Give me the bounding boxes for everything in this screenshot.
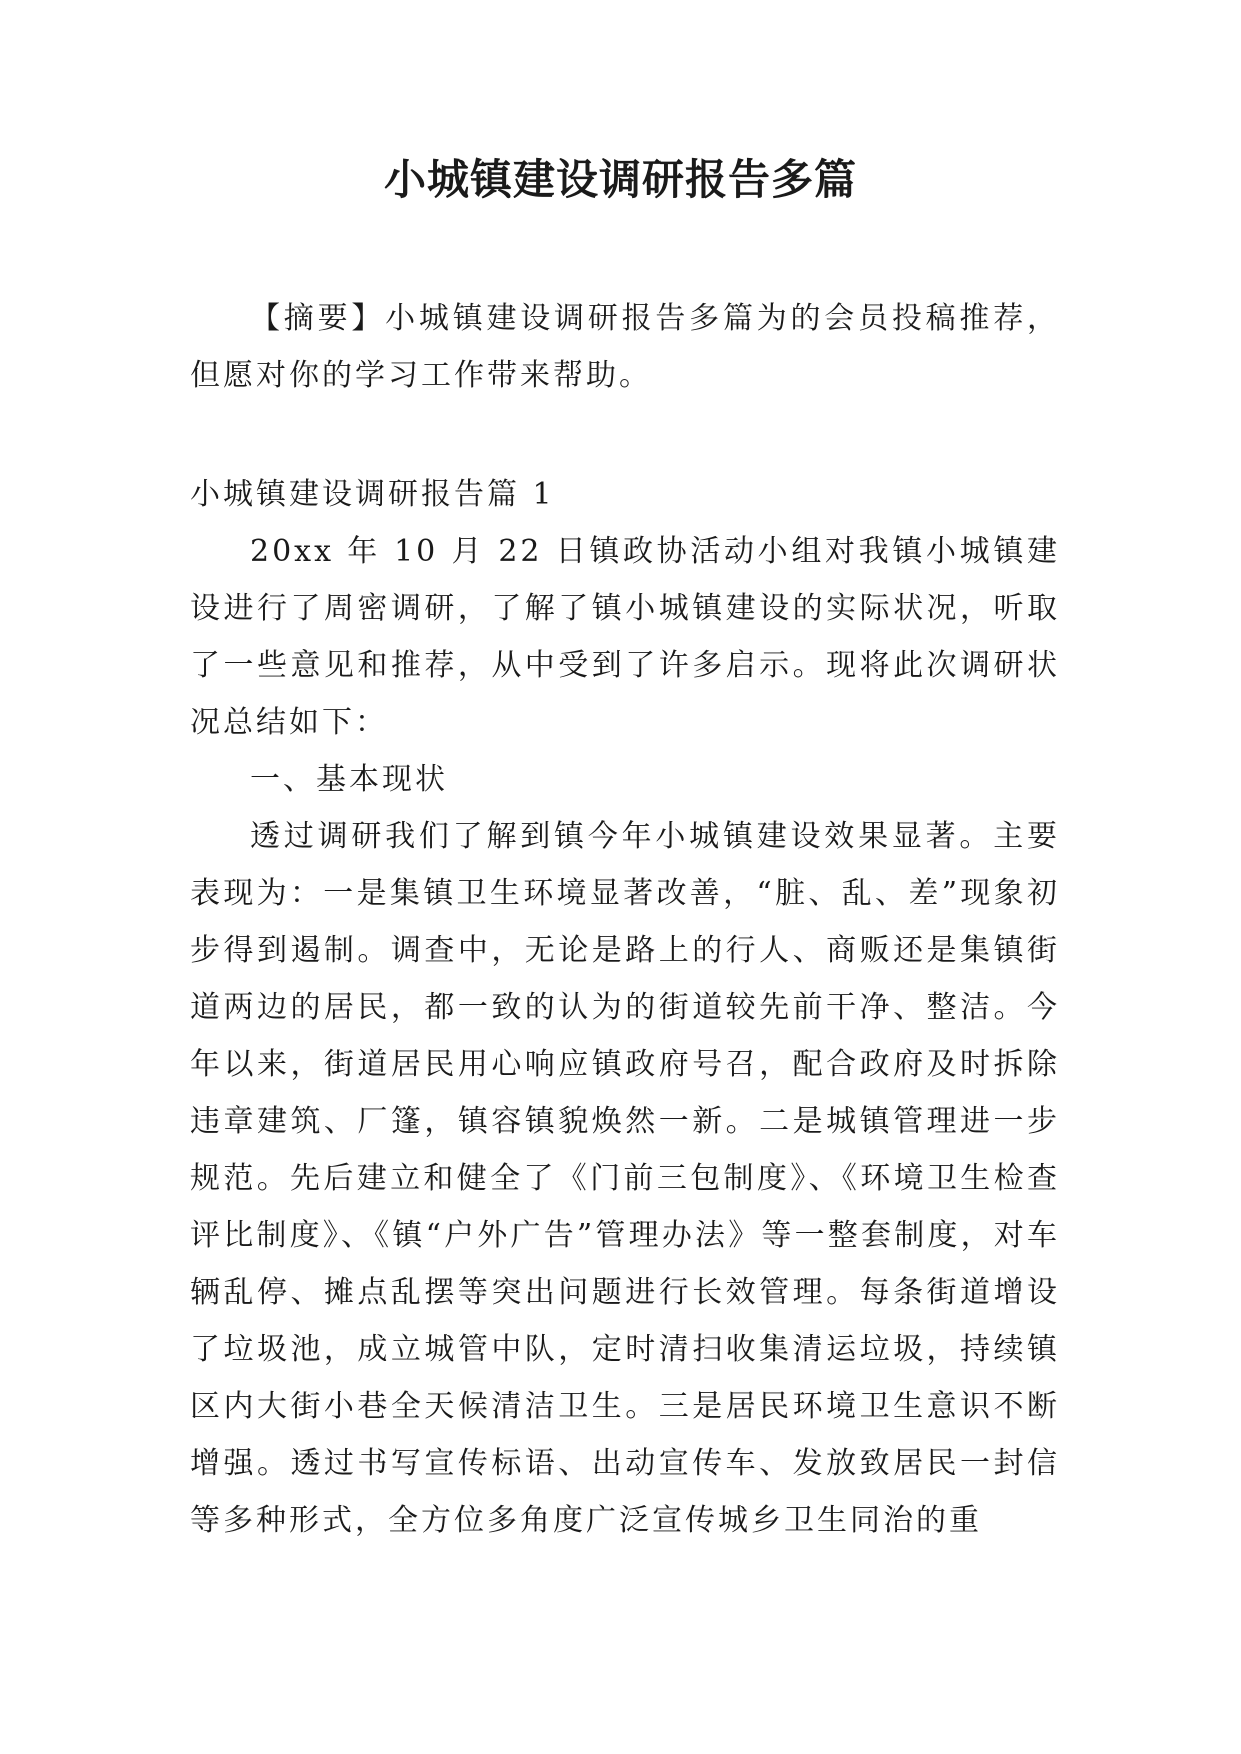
section-heading: 小城镇建设调研报告篇 1 <box>190 477 555 512</box>
report-body <box>190 466 1060 1549</box>
subheading-basic-status: 一、基本现状 <box>250 762 448 797</box>
abstract-block <box>190 290 1060 404</box>
abstract-paragraph: 【摘要】小城镇建设调研报告多篇为的会员投稿推荐，但愿对你的学习工作带来帮助。 <box>190 301 1060 393</box>
body-paragraph-status: 透过调研我们了解到镇今年小城镇建设效果显著。主要表现为：一是集镇卫生环境显著改善，“脏、乱、差”现象初步得到遏制。调查中，无论是路上的行人、商贩还是集镇街道两边的居民，都一致的认为的街道较先前干净、整洁。今年以来，街道居民用心响应镇政府号召，配合政府及时拆除违章建筑、厂篷，镇容镇貌焕然一新。二是城镇管理进一步规范。先后建立和健全了《门前三包制度》、《环境卫生检查评比制度》、《镇“户外广告”管理办法》等一整套制度，对车辆乱停、摊点乱摆等突出问题进行长效管理。每条街道增设了垃圾池，成立城管中队，定时清扫收集清运垃圾，持续镇区内大街小巷全天候清洁卫生。三是居民环境卫生意识不断增强。透过书写宣传标语、出动宣传车、发放致居民一封信等多种形式，全方位多角度广泛宣传城乡卫生同治的重 <box>190 819 1060 1538</box>
document-title: 小城镇建设调研报告多篇 <box>383 155 857 204</box>
body-paragraph-intro: 20xx 年 10 月 22 日镇政协活动小组对我镇小城镇建设进行了周密调研，了解了镇小城镇建设的实际状况，听取了一些意见和推荐，从中受到了许多启示。现将此次调研状况总结如下： <box>190 534 1060 740</box>
